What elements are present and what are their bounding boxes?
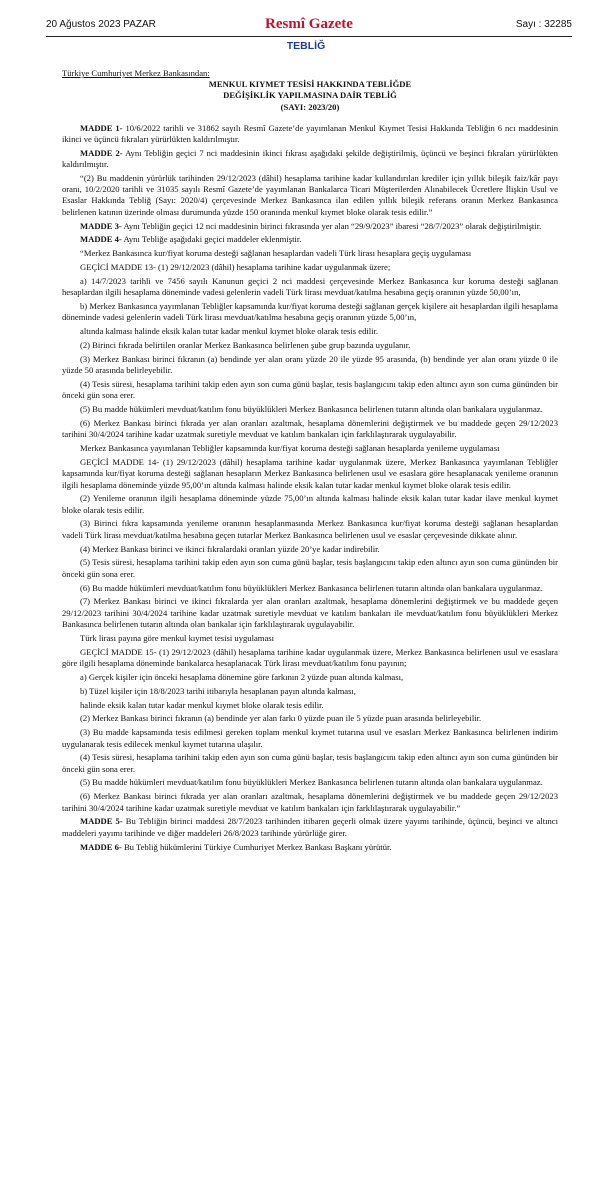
paragraph-text: (5) Bu madde hükümleri mevduat/katılım fonu büyüklükleri Merkez Bankasınca belirlenen tutarın altında olan bankalara uygulanmaz.: [80, 404, 543, 415]
paragraph: [62, 262, 558, 273]
paragraph: [62, 791, 558, 813]
paragraph: [62, 248, 558, 259]
issue-number: Sayı : 32285: [515, 19, 572, 30]
paragraph-text: (4) Merkez Bankası birinci ve ikinci fıkralardaki oranları yüzde 20’ye kadar indirebilir.: [80, 543, 380, 554]
paragraph: [62, 518, 558, 540]
paragraph: [62, 221, 558, 232]
masthead: [46, 16, 572, 37]
heading-line-1: MENKUL KIYMET TESİSİ HAKKINDA TEBLİĞDE: [208, 79, 412, 90]
paragraph: [62, 340, 558, 351]
paragraph-text: Aynı Tebliğin geçici 7 nci maddesinin ikinci fıkrası aşağıdaki şekilde değiştirilmiş, üçüncü ve beşinci fıkraları yürürlükten kaldırılmıştır.: [62, 147, 558, 170]
heading-line-2: DEĞİŞİKLİK YAPILMASINA DAİR TEBLİĞ: [223, 90, 397, 101]
paragraph-text: “(2) Bu maddenin yürürlük tarihinden 29/12/2023 (dâhil) hesaplama tarihine kadar kullandırılan krediler için yıllık bileşik faiz/kâr payı oranı, 10/2/2020 tarihli ve 31035 sayılı Resmî Gazete’de yayımlanan Bankalarca Ticari Müşterilerden Alınabilecek Ücretlere İlişkin Usul ve Esaslar Hakkında Tebliğ (Sayı: 2020/4) çerçevesinde Merkez Bankasınca ilan edilen yıllık bileşik referans oranın Merkez Bankasınca belirlenen katının üzerinde olması durumunda yüzde 150 oranında menkul kıymet bloke olarak tesis edilir.”: [62, 173, 558, 217]
paragraph-text: Türk lirası payına göre menkul kıymet tesisi uygulaması: [80, 632, 275, 643]
paragraph: [62, 443, 558, 454]
paragraph-text: 10/6/2022 tarihli ve 31862 sayılı Resmî Gazete’de yayımlanan Menkul Kıymet Tesisi Hakkında Tebliğin 6 ncı maddesinin ikinci ve üçüncü fıkraları yürürlükten kaldırılmıştır.: [62, 122, 558, 145]
paragraph-text: Aynı Tebliğin geçici 12 nci maddesinin birinci fıkrasında yer alan “29/9/2023” ibaresi “28/7/2023” olarak değiştirilmiştir.: [123, 220, 542, 231]
paragraph: [62, 276, 558, 298]
issue-date: 20 Ağustos 2023 PAZAR: [46, 19, 156, 30]
paragraph-text: Aynı Tebliğe aşağıdaki geçici maddeler eklenmiştir.: [123, 234, 302, 245]
paragraph: [62, 173, 558, 218]
article-label: MADDE 1-: [80, 122, 123, 133]
article-label: MADDE 4-: [80, 234, 122, 245]
paragraph-text: GEÇİCİ MADDE 15- (1) 29/12/2023 (dâhil) hesaplama tarihine kadar uygulanmak üzere, Merkez Bankasınca belirlenen usul ve esaslara göre ilgili hesaplama döneminde bankalarca hesaplanacak Türk lirası mevduat/katılım fonu payının;: [62, 646, 558, 668]
paragraph: [62, 493, 558, 515]
paragraph: [62, 404, 558, 415]
paragraph: [62, 686, 558, 697]
paragraph-text: (5) Bu madde hükümleri mevduat/katılım fonu büyüklükleri Merkez Bankasınca belirlenen tutarın altında olan bankalara uygulanmaz.: [80, 777, 543, 788]
paragraph-text: altında kalması halinde eksik kalan tutar kadar menkul kıymet bloke olarak tesis edilir.: [80, 326, 379, 337]
gazette-title: Resmî Gazete: [265, 16, 353, 32]
article-label: MADDE 6-: [80, 841, 122, 852]
paragraph-text: (3) Bu madde kapsamında tesis edilmesi gereken toplam menkul kıymet tutarına usul ve esasları Merkez Bankasınca belirlenen indirim uygulanarak tesis edilecek menkul kıymet tutarına ulaşılır.: [62, 727, 558, 749]
paragraph: [62, 842, 558, 853]
paragraph-text: a) 14/7/2023 tarihli ve 7456 sayılı Kanunun geçici 2 nci maddesi çerçevesinde Merkez Bankasınca kur koruma desteği sağlanan hesaplardan ilgili hesaplama döneminde vadesi gelenlerin vadeli Türk lirası mevduat/katılma hesabına geçiş oranının yüzde 50,00’ın,: [62, 276, 558, 298]
article-label: MADDE 2-: [80, 147, 123, 158]
paragraph-text: (3) Merkez Bankası birinci fıkranın (a) bendinde yer alan oranı yüzde 20 ile yüzde 95 arasında, (b) bendinde yer alan oranı yüzde 0 ile yüzde 50 arasında belirleyebilir.: [62, 354, 558, 376]
paragraph-text: (6) Bu madde hükümleri mevduat/katılım fonu büyüklükleri Merkez Bankasınca belirlenen tutarın altında olan bankalara uygulanmaz.: [80, 582, 543, 593]
heading-line-3: (SAYI: 2023/20): [280, 101, 340, 112]
paragraph: [62, 583, 558, 594]
paragraph: [62, 457, 558, 491]
paragraph-text: (2) Birinci fıkrada belirtilen oranlar Merkez Bankasınca belirlenen şube grup bazında uygulanır.: [80, 340, 411, 351]
paragraph: [62, 752, 558, 774]
paragraph: [62, 672, 558, 683]
paragraph: [62, 557, 558, 579]
paragraph-text: GEÇİCİ MADDE 14- (1) 29/12/2023 (dâhil) hesaplama tarihine kadar uygulanmak üzere, Merkez Bankasınca yayımlanan Tebliğler kapsamında kur/fiyat koruma desteği sağlanan hesapların Merkez Bankasınca belirlenen usul ve esaslara göre hesaplanacak yenileme oranının ilgili hesaplama döneminde yüzde 95,00’ın altında kalması halinde eksik kalan tutar kadar menkul kıymet bloke olarak tesis edilir.: [62, 457, 558, 490]
paragraph: [62, 777, 558, 788]
paragraph-text: (2) Merkez Bankası birinci fıkranın (a) bendinde yer alan farkı 0 yüzde puan ile 5 yüzde puan arasında belirleyebilir.: [80, 713, 482, 724]
paragraph: [62, 816, 558, 838]
paragraph: [62, 379, 558, 401]
article-label: MADDE 3-: [80, 220, 122, 231]
section-title: TEBLİĞ: [286, 40, 326, 52]
article-label: MADDE 5-: [80, 816, 123, 827]
paragraph-text: (2) Yenileme oranının ilgili hesaplama döneminde yüzde 75,00’ın altında kalması halinde eksik kalan tutar kadar ilave menkul kıymet bloke olarak tesis edilir.: [62, 493, 558, 515]
paragraph-text: Merkez Bankasınca yayımlanan Tebliğler kapsamında kur/fiyat koruma desteği sağlanan hesaplarda yenileme uygulaması: [80, 443, 500, 454]
paragraph-text: halinde eksik kalan tutar kadar menkul kıymet bloke olarak tesis edilir.: [80, 699, 324, 710]
document-content: [62, 68, 558, 855]
paragraph-text: a) Gerçek kişiler için önceki hesaplama dönemine göre farkının 2 yüzde puan altında kalması,: [80, 671, 404, 682]
paragraph-text: Bu Tebliğ hükümlerini Türkiye Cumhuriyet Merkez Bankası Başkanı yürütür.: [123, 841, 392, 852]
paragraph-text: (7) Merkez Bankası birinci ve ikinci fıkralarda yer alan oranları azaltmak, hesaplama dönemlerini değiştirmek ve bu maddede geçen 29/12/2023 tarihini 30/4/2024 tarihine kadar uzatmak suretiyle mevduat ve katılım bankaları ile mevduat/katılım fonu büyüklükleri Merkez Bankasınca belirlenen tutarın altında olan bankalar için farklılaştırarak uygulayabilir.: [62, 596, 558, 629]
document-body: [62, 123, 558, 853]
paragraph: [62, 647, 558, 669]
paragraph-text: (4) Tesis süresi, hesaplama tarihini takip eden ayın son cuma günü başlar, tesis başlangıcını takip eden altıncı ayın son cuma gününden bir önceki gün sona erer.: [62, 752, 558, 774]
paragraph-text: b) Tüzel kişiler için 18/8/2023 tarihi itibarıyla hesaplanan payın altında kalması,: [80, 685, 356, 696]
issuer-line: Türkiye Cumhuriyet Merkez Bankasından:: [62, 68, 210, 78]
paragraph-text: Bu Tebliğin birinci maddesi 28/7/2023 tarihinden itibaren geçerli olmak üzere yayımı tarihinde, üçüncü, beşinci ve altıncı maddeleri yayımı tarihinde ve diğer maddeleri 26/8/2023 tarihinde yürürlüğe girer.: [62, 816, 558, 838]
paragraph: [62, 301, 558, 323]
paragraph: [62, 700, 558, 711]
paragraph: [62, 713, 558, 724]
paragraph-text: (6) Merkez Bankası birinci fıkrada yer alan oranları azaltmak, hesaplama dönemlerini değiştirmek ve bu maddede geçen 29/12/2023 tarihini 30/4/2024 tarihine kadar uzatmak suretiyle mevduat ve katılım bankaları için farklılaştırarak uygulayabilir.: [62, 418, 558, 440]
paragraph-text: (3) Birinci fıkra kapsamında yenileme oranının hesaplanmasında Merkez Bankasınca kur/fiyat koruma desteği sağlanan hesaplardan vadeli Türk lirası mevduat/katılma hesabına geçen tutarlar Merkez Bankasınca belirlenen usul ve esaslar çerçevesinde dikkate alınır.: [62, 518, 558, 540]
paragraph-text: (6) Merkez Bankası birinci fıkrada yer alan oranları azaltmak, hesaplama dönemlerini değiştirmek ve bu maddede geçen 29/12/2023 tarihini 30/4/2024 tarihine kadar uzatmak suretiyle mevduat ve katılım bankaları için farklılaştırarak uygulayabilir.”: [62, 791, 558, 813]
paragraph: [62, 633, 558, 644]
paragraph-text: (4) Tesis süresi, hesaplama tarihini takip eden ayın son cuma günü başlar, tesis başlangıcını takip eden altıncı ayın son cuma gününden bir önceki gün sona erer.: [62, 379, 558, 401]
paragraph-text: GEÇİCİ MADDE 13- (1) 29/12/2023 (dâhil) hesaplama tarihine kadar uygulanmak üzere;: [80, 262, 391, 273]
paragraph: [62, 123, 558, 145]
paragraph: [62, 544, 558, 555]
paragraph: [62, 727, 558, 749]
paragraph: [62, 354, 558, 376]
paragraph-text: (5) Tesis süresi, hesaplama tarihini takip eden ayın son cuma günü başlar, tesis başlangıcını takip eden altıncı ayın son cuma gününden bir önceki gün sona erer.: [62, 557, 558, 579]
paragraph-text: “Merkez Bankasınca kur/fiyat koruma desteği sağlanan hesaplardan vadeli Türk lirası hesaplara geçiş uygulaması: [80, 248, 472, 259]
paragraph: [62, 326, 558, 337]
paragraph: [62, 234, 558, 245]
paragraph-text: b) Merkez Bankasınca yayımlanan Tebliğler kapsamında kur/fiyat koruma desteği sağlanan gerçek kişilere ait hesaplardan ilgili hesaplama döneminde vadesi gelenlerin vadeli Türk lirası mevduat/katılma hesabına geçiş oranının yüzde 5,00’ın,: [62, 301, 558, 323]
paragraph: [62, 148, 558, 170]
paragraph: [62, 418, 558, 440]
paragraph: [62, 596, 558, 630]
